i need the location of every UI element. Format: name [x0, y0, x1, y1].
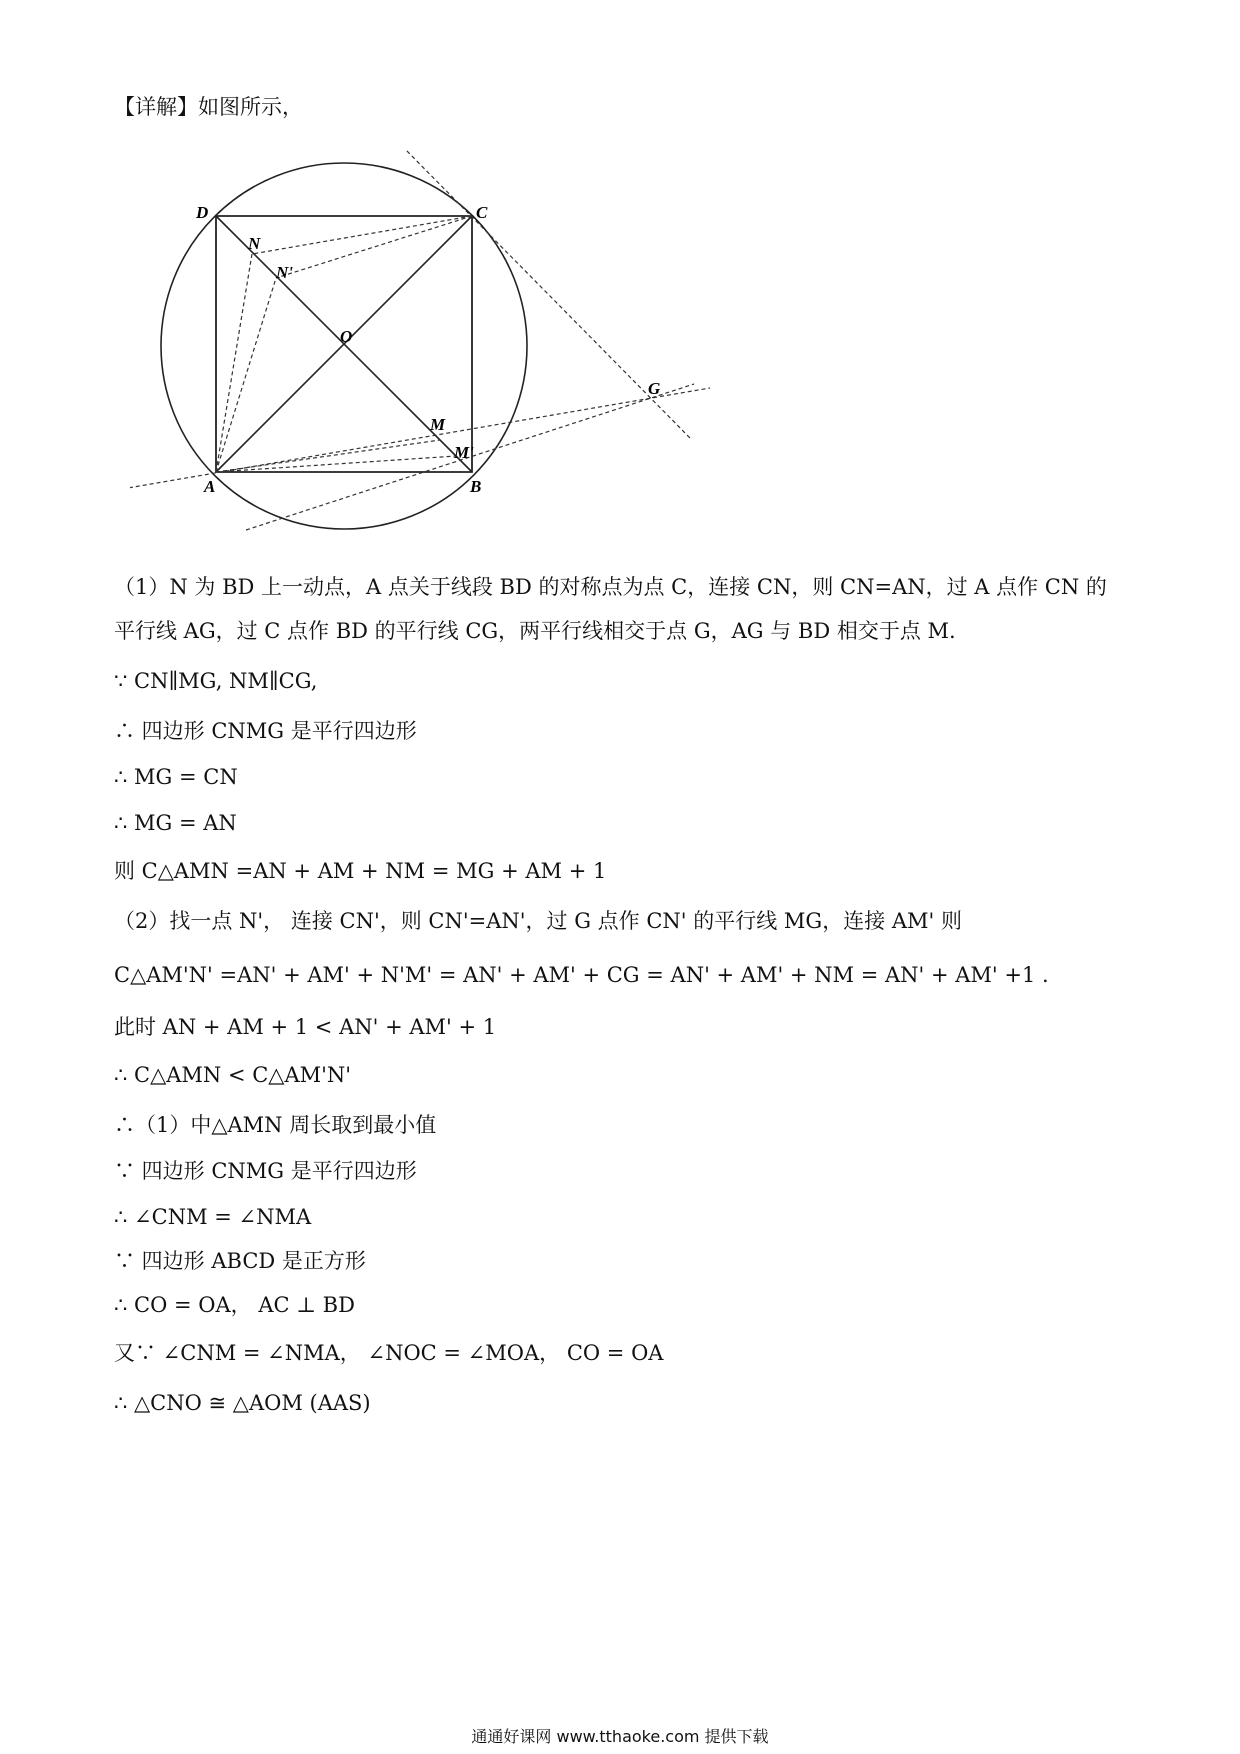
solution-line-5: ∴ MG = CN — [114, 765, 238, 789]
label-b: B — [470, 477, 482, 496]
solution-line-17: 又∵ ∠CNM = ∠NMA， ∠NOC = ∠MOA， CO = OA — [114, 1341, 664, 1365]
label-c: C — [476, 203, 488, 222]
solution-line-16: ∴ CO = OA， AC ⊥ BD — [114, 1293, 355, 1317]
solution-line-3: ∵ CN∥MG, NM∥CG, — [114, 669, 318, 693]
solution-line-1: （1）N 为 BD 上一动点，A 点关于线段 BD 的对称点为点 C，连接 CN，则 CN=AN，过 A 点作 CN 的 — [114, 575, 1107, 599]
detail-header: 【详解】如图所示， — [114, 95, 303, 119]
solution-line-2: 平行线 AG，过 C 点作 BD 的平行线 CG，两平行线相交于点 G，AG 与 BD 相交于点 M. — [114, 619, 956, 643]
label-n: N — [248, 234, 261, 253]
solution-line-12: ∴（1）中△AMN 周长取到最小值 — [114, 1113, 437, 1137]
solution-line-6: ∴ MG = AN — [114, 811, 237, 835]
line-am2 — [216, 456, 456, 472]
solution-line-4: ∴ 四边形 CNMG 是平行四边形 — [114, 719, 417, 743]
solution-line-11: ∴ C△AMN < C△AM'N' — [114, 1063, 352, 1087]
label-d: D — [196, 203, 209, 222]
label-m: M — [430, 415, 446, 434]
solution-line-18: ∴ △CNO ≅ △AOM (AAS) — [114, 1391, 371, 1415]
solution-line-13: ∵ 四边形 CNMG 是平行四边形 — [114, 1159, 417, 1183]
solution-line-10: 此时 AN + AM + 1 < AN' + AM' + 1 — [114, 1015, 497, 1039]
label-a: A — [204, 477, 216, 496]
solution-line-7: 则 C△AMN =AN + AM + NM = MG + AM + 1 — [114, 859, 607, 883]
line-an — [216, 254, 252, 472]
geometry-figure — [130, 150, 730, 550]
label-n-prime: N' — [276, 263, 293, 282]
solution-line-9: C△AM'N' =AN' + AM' + N'M' = AN' + AM' + CG = AN' + AM' + NM = AN' + AM' +1 . — [114, 963, 1049, 987]
solution-line-15: ∵ 四边形 ABCD 是正方形 — [114, 1249, 366, 1273]
solution-line-8: （2）找一点 N'， 连接 CN'，则 CN'=AN'，过 G 点作 CN' 的平行线 MG，连接 AM' 则 — [114, 909, 962, 933]
solution-line-14: ∴ ∠CNM = ∠NMA — [114, 1205, 312, 1229]
line-cn2 — [276, 216, 472, 278]
label-m-prime: M' — [454, 443, 474, 462]
page-footer: 通通好课网 www.tthaoke.com 提供下载 — [471, 1727, 769, 1746]
label-g: G — [648, 379, 661, 398]
label-o: O — [340, 327, 353, 346]
